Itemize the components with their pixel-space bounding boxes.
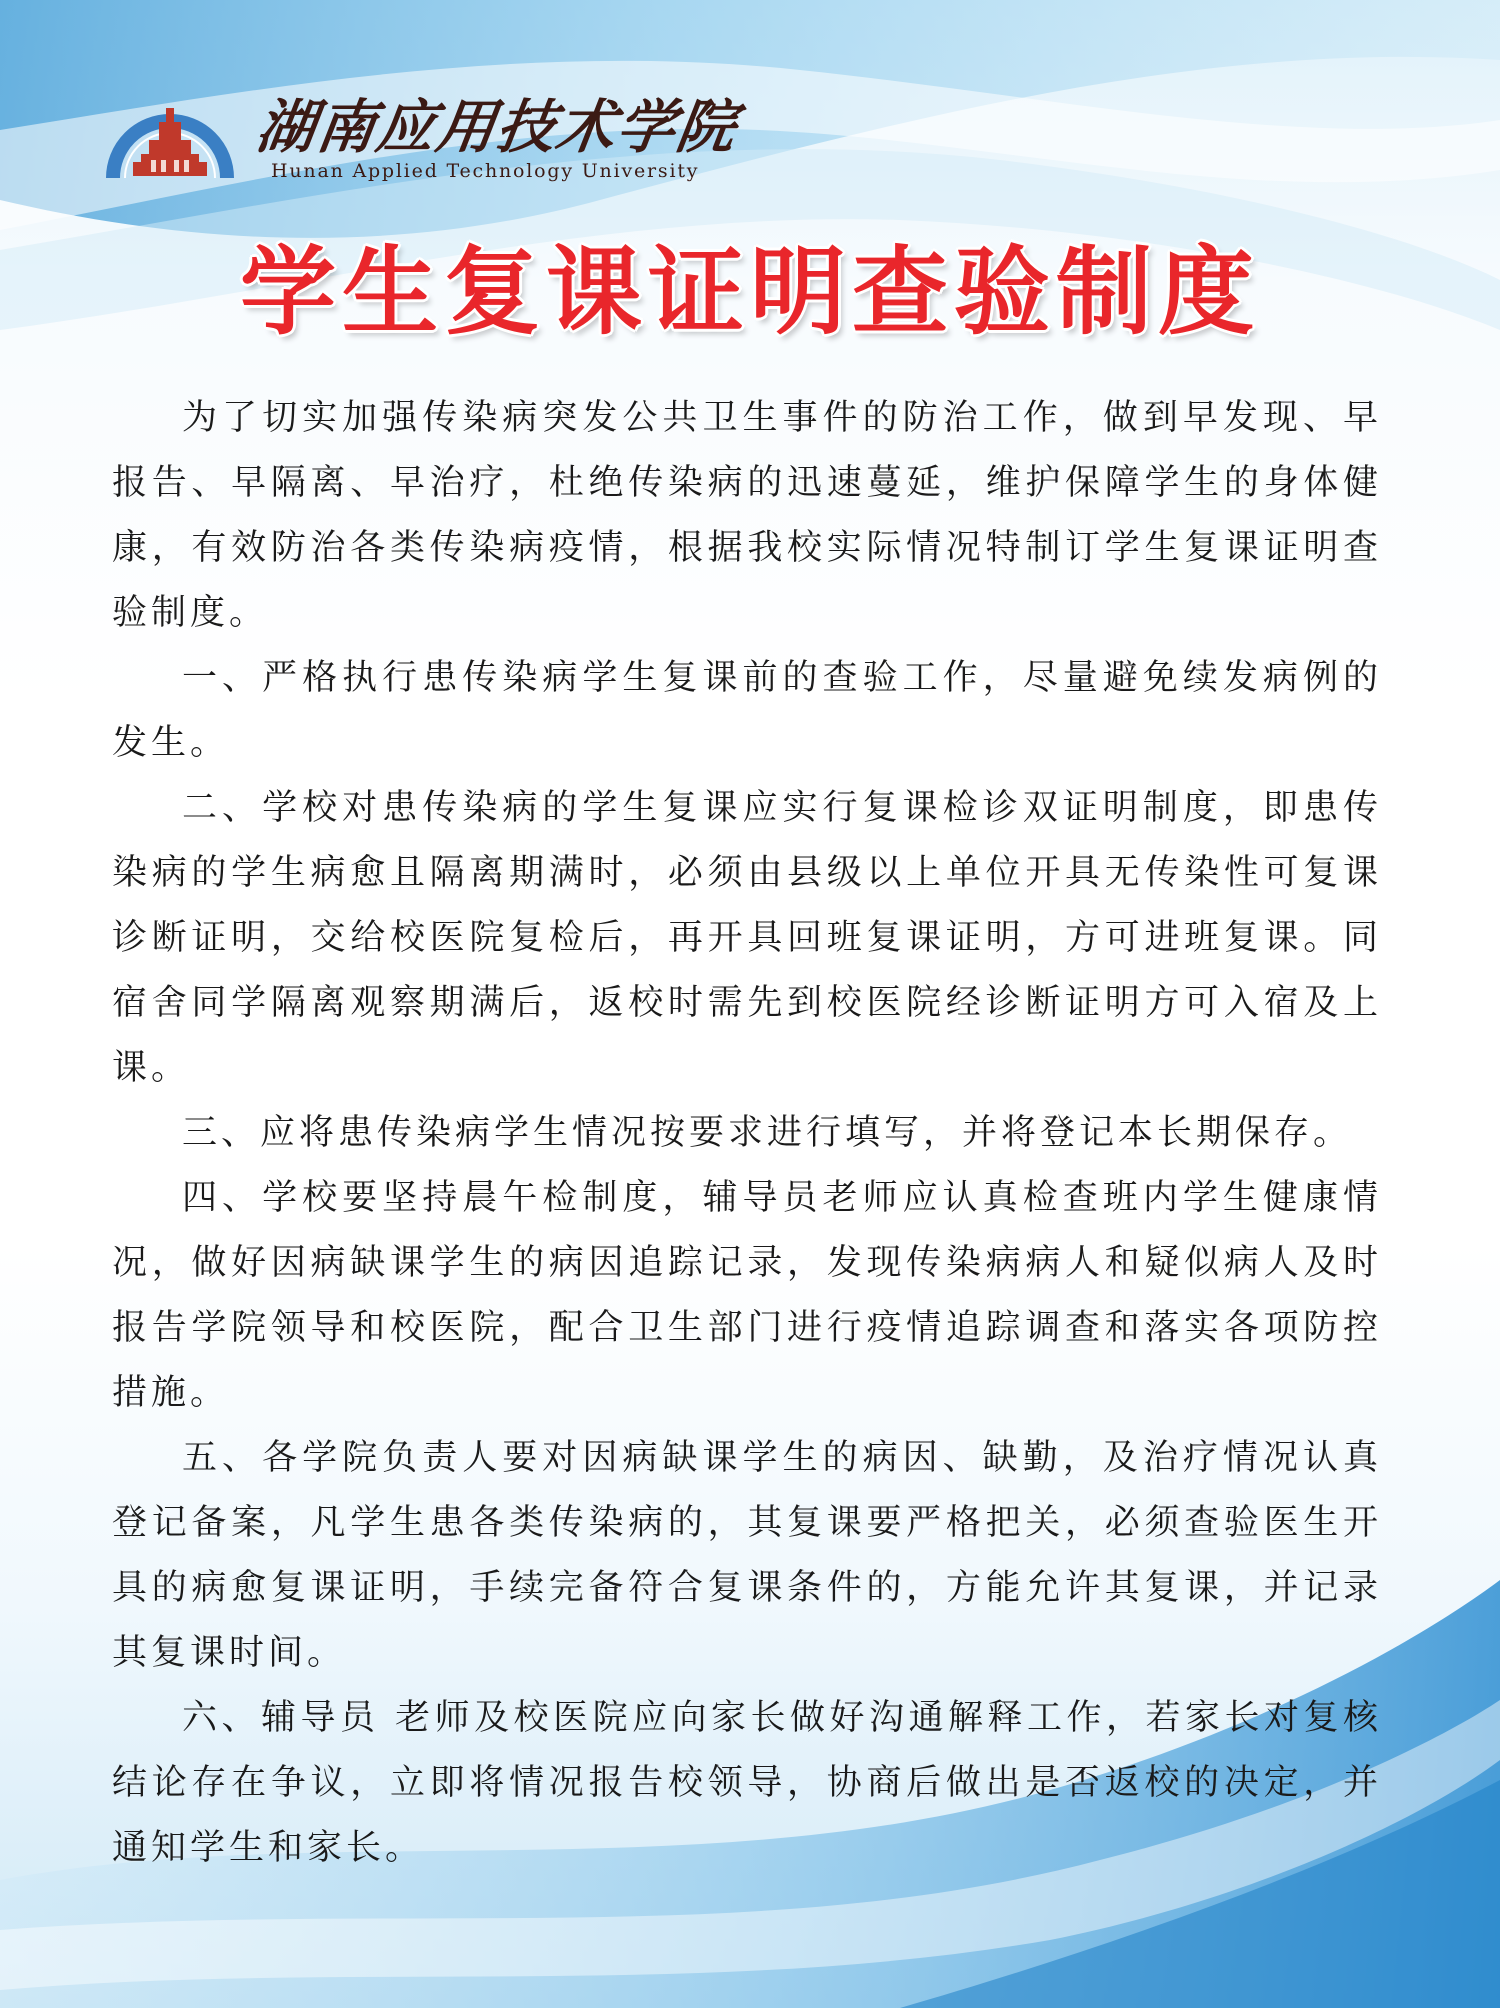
rule-6-paragraph: 六、辅导员 老师及校医院应向家长做好沟通解释工作，若家长对复核结论存在争议，立即将情况报告校领导，协商后做出是否返校的决定，并通知学生和家长。 [112,1698,1382,1868]
school-header [105,92,745,192]
rule-2-paragraph: 二、学校对患传染病的学生复课应实行复课检诊双证明制度，即患传染病的学生病愈且隔离期满时，必须由县级以上单位开具无传染性可复课诊断证明，交给校医院复检后，再开具回班复课证明，方可进班复课。同宿舍同学隔离观察期满后，返校时需先到校医院经诊断证明方可入宿及上课。 [112,788,1382,1088]
school-seal-logo [105,92,235,182]
intro-paragraph: 为了切实加强传染病突发公共卫生事件的防治工作，做到早发现、早报告、早隔离、早治疗，杜绝传染病的迅速蔓延，维护保障学生的身体健康，有效防治各类传染病疫情，根据我校实际情况特制订学生复课证明查验制度。 [112,398,1382,633]
school-name-en: Hunan Applied Technology University [271,160,700,182]
regulation-body [112,386,1382,1881]
rule-1-paragraph: 一、严格执行患传染病学生复课前的查验工作，尽量避免续发病例的发生。 [112,658,1382,763]
page-title: 学生复课证明查验制度 [240,236,1260,348]
school-name-cn: 湖南应用技术学院 [252,93,742,161]
rule-3-paragraph: 三、应将患传染病学生情况按要求进行填写，并将登记本长期保存。 [182,1113,1353,1153]
rule-5-paragraph: 五、各学院负责人要对因病缺课学生的病因、缺勤，及治疗情况认真登记备案，凡学生患各类传染病的，其复课要严格把关，必须查验医生开具的病愈复课证明，手续完备符合复课条件的，方能允许其复课，并记录其复课时间。 [112,1438,1382,1673]
rule-4-paragraph: 四、学校要坚持晨午检制度，辅导员老师应认真检查班内学生健康情况，做好因病缺课学生的病因追踪记录，发现传染病病人和疑似病人及时报告学院领导和校医院，配合卫生部门进行疫情追踪调查和落实各项防控措施。 [112,1178,1382,1413]
